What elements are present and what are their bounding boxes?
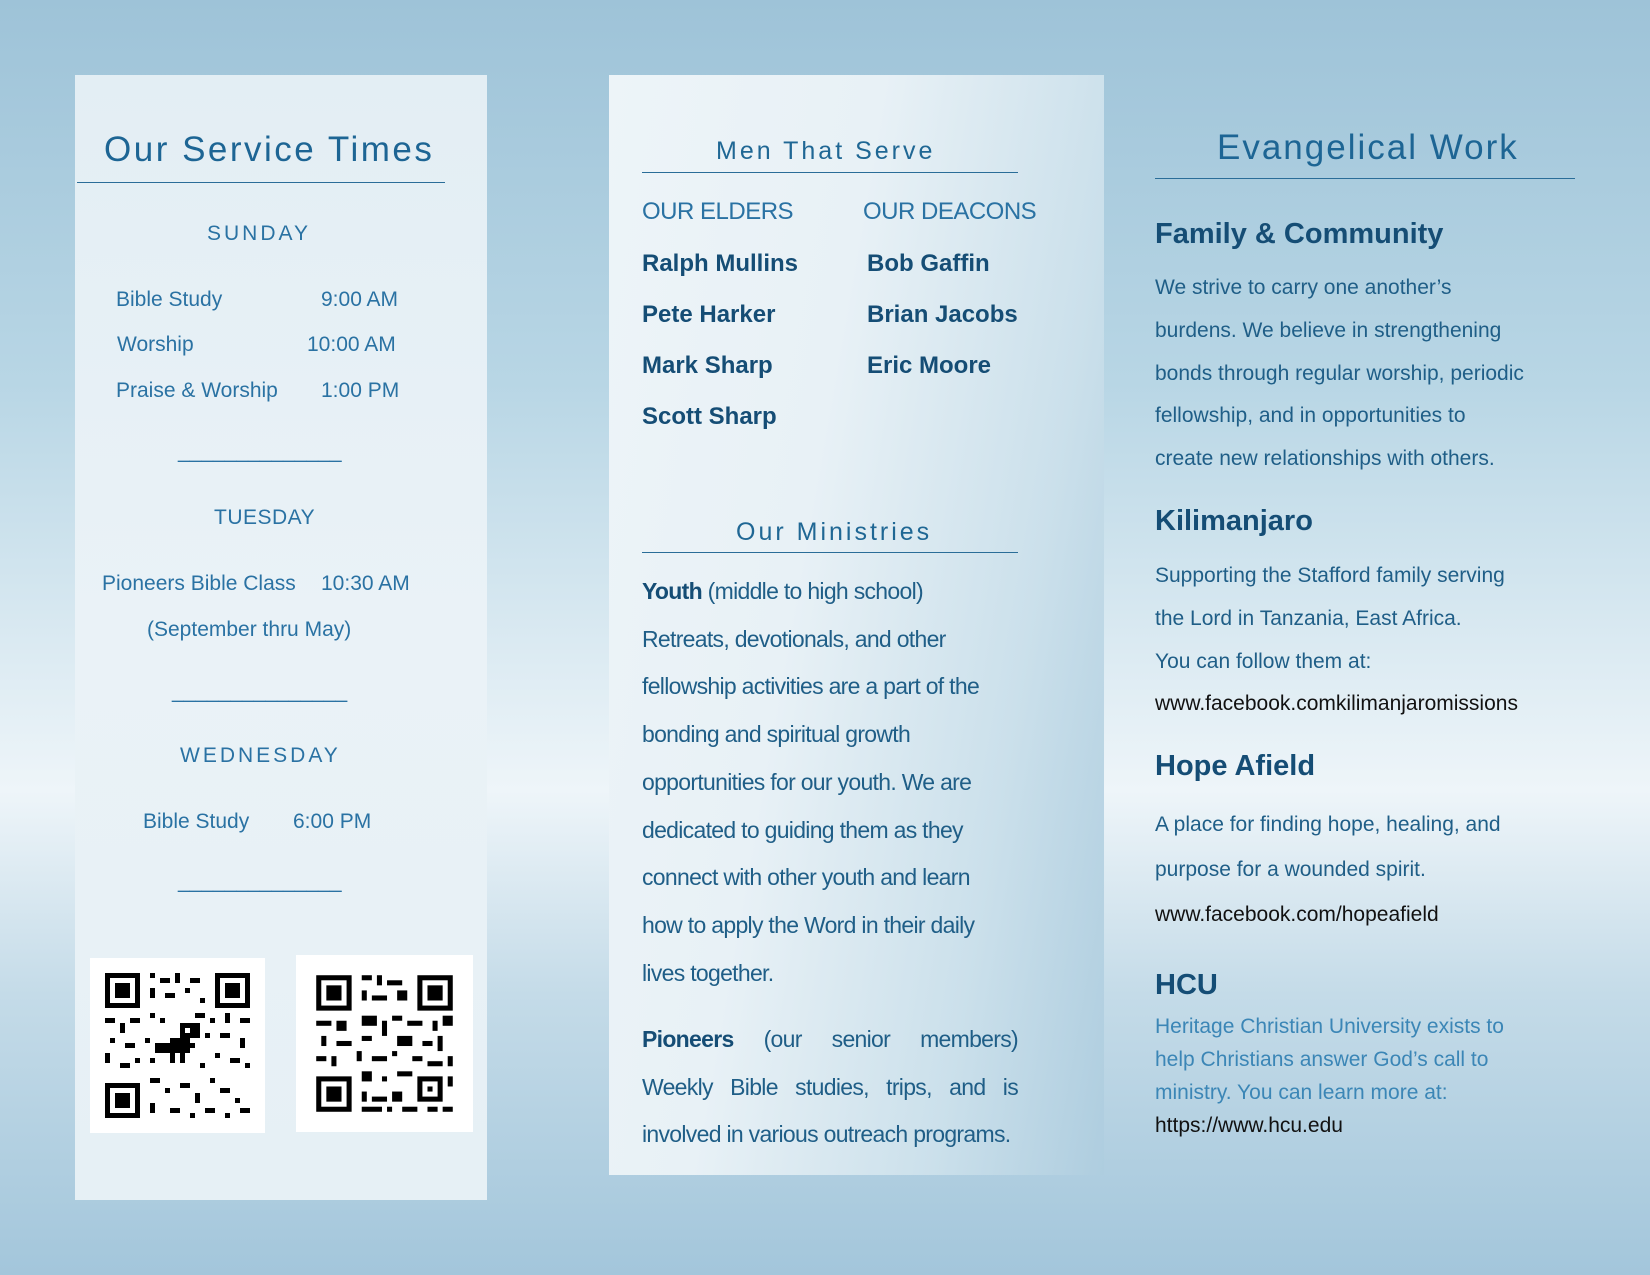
deacon-name: Eric Moore <box>867 352 992 379</box>
deacon-name: Bob Gaffin <box>867 250 990 277</box>
elder-name: Scott Sharp <box>642 403 777 430</box>
pioneers-line: involved in various outreach programs. <box>642 1121 1011 1148</box>
pioneers-ministry <box>642 1016 1018 1159</box>
men-that-serve-rule <box>642 172 1018 173</box>
pioneers-qualifier: (our senior members) <box>763 1026 1018 1052</box>
kilimanjaro-line: You can follow them at: <box>1155 649 1372 673</box>
sunday-item-name: Worship <box>117 333 194 356</box>
family-community-body <box>1155 267 1575 481</box>
hcu-line: help Christians answer God’s call to <box>1155 1048 1489 1071</box>
sunday-item-name: Bible Study <box>116 288 223 311</box>
sunday-item-name: Praise & Worship <box>116 379 278 402</box>
deacons-label: OUR DEACONS <box>863 198 1037 225</box>
hcu-line: ministry. You can learn more at: <box>1155 1081 1448 1104</box>
elders-label: OUR ELDERS <box>642 198 794 225</box>
elder-name: Pete Harker <box>642 301 776 328</box>
youth-heading-line <box>642 568 1018 616</box>
tuesday-item-name: Pioneers Bible Class <box>102 572 296 595</box>
youth-line: bonding and spiritual growth <box>642 721 911 748</box>
ministries-rule <box>642 552 1018 553</box>
youth-line: opportunities for our youth. We are <box>642 768 972 795</box>
evangelical-work-title: Evangelical Work <box>1217 128 1519 167</box>
section-divider: ______________ <box>178 870 342 893</box>
family-line: fellowship, and in opportunities to <box>1155 404 1466 428</box>
hope-afield-line: purpose for a wounded spirit. <box>1155 858 1426 881</box>
youth-line: fellowship activities are a part of the <box>642 673 980 700</box>
sunday-item-time: 9:00 AM <box>321 288 399 311</box>
kilimanjaro-line: Supporting the Stafford family serving <box>1155 564 1505 587</box>
family-line: We strive to carry one another’s <box>1155 276 1452 299</box>
elder-name: Ralph Mullins <box>642 250 798 277</box>
family-line: bonds through regular worship, periodic <box>1155 361 1524 385</box>
youth-name: Youth <box>642 578 702 604</box>
hcu-link[interactable]: https://www.hcu.edu <box>1155 1114 1343 1137</box>
hope-afield-body <box>1155 802 1575 937</box>
pioneers-heading-line <box>642 1016 1018 1064</box>
qr-code-left[interactable] <box>90 958 265 1133</box>
sunday-label: SUNDAY <box>207 222 311 245</box>
elder-name: Mark Sharp <box>642 352 773 379</box>
family-community-heading: Family & Community <box>1155 218 1444 250</box>
deacon-name: Brian Jacobs <box>867 301 1018 328</box>
kilimanjaro-link[interactable]: www.facebook.comkilimanjaromissions <box>1155 692 1518 716</box>
youth-line: connect with other youth and learn <box>642 864 970 891</box>
pioneers-line: Weekly Bible studies, trips, and is <box>642 1073 1018 1100</box>
qr-code-icon <box>90 958 265 1133</box>
sunday-item-time: 10:00 AM <box>307 333 396 356</box>
tuesday-label: TUESDAY <box>214 506 316 529</box>
tuesday-note: (September thru May) <box>147 618 352 641</box>
youth-line: lives together. <box>642 959 774 986</box>
youth-line: Retreats, devotionals, and other <box>642 625 946 652</box>
hope-afield-heading: Hope Afield <box>1155 750 1316 782</box>
kilimanjaro-body <box>1155 555 1575 726</box>
qr-code-icon <box>296 955 473 1132</box>
service-times-title: Our Service Times <box>104 130 435 169</box>
sunday-item-time: 1:00 PM <box>321 379 400 402</box>
family-line: create new relationships with others. <box>1155 447 1495 471</box>
kilimanjaro-heading: Kilimanjaro <box>1155 505 1313 537</box>
kilimanjaro-line: the Lord in Tanzania, East Africa. <box>1155 606 1462 630</box>
section-divider: _______________ <box>172 680 348 703</box>
family-line: burdens. We believe in strengthening <box>1155 318 1502 342</box>
wednesday-item-name: Bible Study <box>143 810 250 833</box>
section-divider: ______________ <box>178 440 342 463</box>
wednesday-item-time: 6:00 PM <box>293 810 372 833</box>
evangelical-work-rule <box>1155 178 1575 179</box>
hcu-body <box>1155 1010 1575 1142</box>
hcu-heading: HCU <box>1155 969 1218 1001</box>
ministries-title: Our Ministries <box>736 518 933 546</box>
youth-line: how to apply the Word in their daily <box>642 911 975 938</box>
youth-ministry <box>642 568 1018 997</box>
men-that-serve-title: Men That Serve <box>716 137 936 165</box>
service-times-title-rule <box>77 182 445 183</box>
hope-afield-line: A place for finding hope, healing, and <box>1155 813 1501 836</box>
pioneers-name: Pioneers <box>642 1026 734 1052</box>
youth-qualifier: (middle to high school) <box>707 578 923 604</box>
youth-line: dedicated to guiding them as they <box>642 816 963 843</box>
wednesday-label: WEDNESDAY <box>180 744 341 767</box>
tuesday-item-time: 10:30 AM <box>321 572 410 595</box>
hcu-line: Heritage Christian University exists to <box>1155 1015 1504 1038</box>
hope-afield-link[interactable]: www.facebook.com/hopeafield <box>1155 903 1439 926</box>
qr-code-right[interactable] <box>296 955 473 1132</box>
